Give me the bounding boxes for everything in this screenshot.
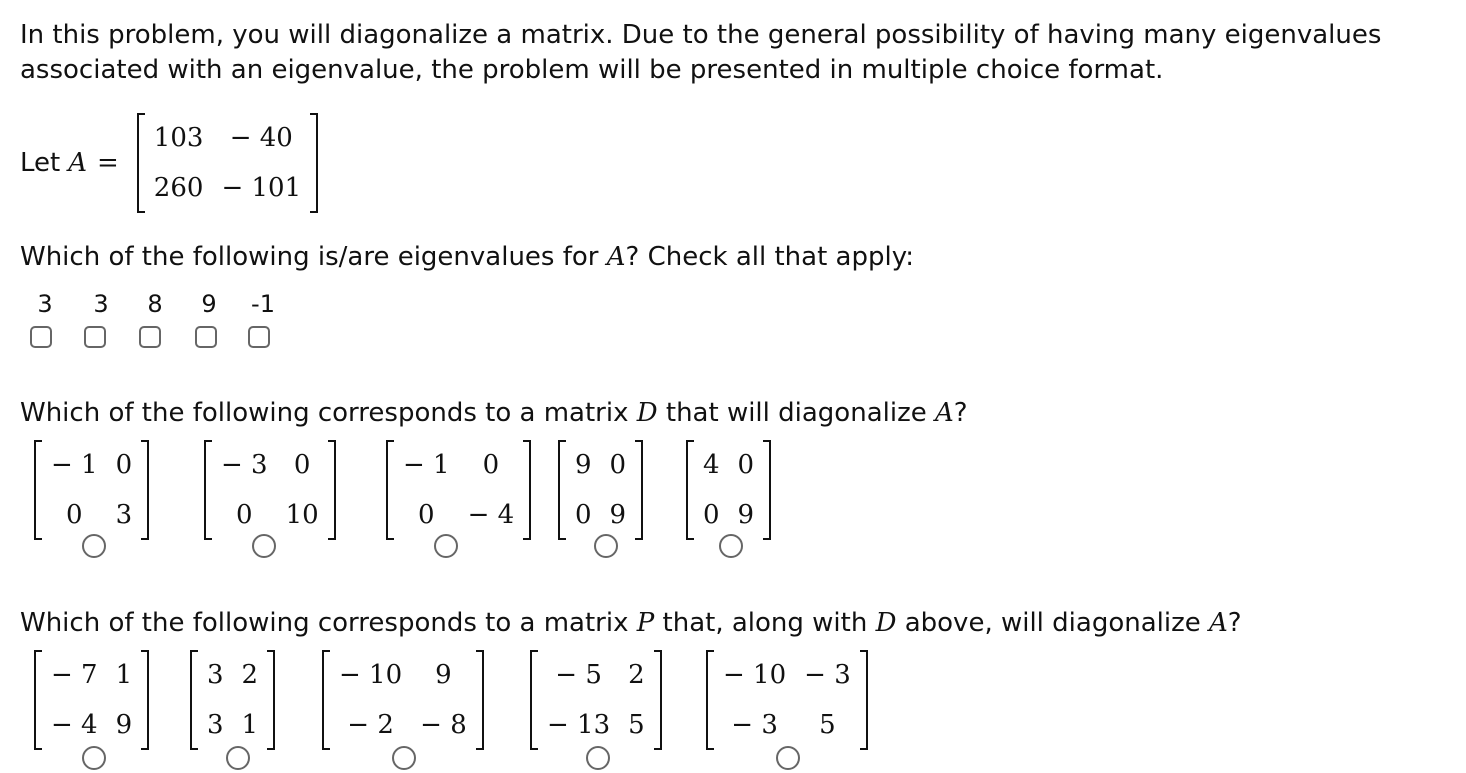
matrix-d-radio[interactable] <box>82 534 106 558</box>
matrix-cell: 3 <box>207 660 224 690</box>
eigenvalue-option-label: -1 <box>251 290 275 318</box>
matrix-cell: 0 <box>115 450 133 480</box>
matrix-cell: 9 <box>737 500 755 530</box>
q3-var: P <box>636 608 655 638</box>
q1-var: A <box>606 242 626 272</box>
matrix-cell: 1 <box>241 710 259 740</box>
matrix-a-definition <box>20 118 318 208</box>
problem-intro <box>20 18 1440 88</box>
matrix-d-option <box>686 440 771 547</box>
matrix-cell: − 7 <box>51 660 98 690</box>
q3-text-mid: that, along with <box>654 608 876 638</box>
matrix-d-radio[interactable] <box>719 534 743 558</box>
matrix-d-radio[interactable] <box>252 534 276 558</box>
matrix-cell: 0 <box>575 500 592 530</box>
q1-text-after: ? Check all that apply: <box>625 242 914 272</box>
q2-var2: A <box>934 398 954 428</box>
matrix-cell: − 3 <box>221 450 268 480</box>
eigenvalue-option-label: 8 <box>147 290 163 318</box>
matrix-p-option <box>322 650 484 757</box>
matrix-p-choice <box>706 650 868 750</box>
question-matrix-p <box>20 608 1242 638</box>
matrix-d-option <box>204 440 336 547</box>
matrix-cell: − 3 <box>804 660 851 690</box>
eigenvalue-option-label: 3 <box>37 290 53 318</box>
matrix-cell: 0 <box>66 500 83 530</box>
matrix-cell: − 4 <box>467 500 515 530</box>
eigenvalue-checkbox[interactable] <box>139 326 161 348</box>
matrix-cell: − 2 <box>347 710 394 740</box>
q2-var: D <box>636 398 658 428</box>
matrix-p-radio[interactable] <box>392 746 416 770</box>
matrix-cell: − 3 <box>731 710 778 740</box>
matrix-cell: 3 <box>115 500 133 530</box>
q3-var2: D <box>875 608 897 638</box>
matrix-a-cell: − 40 <box>229 123 293 153</box>
matrix-cell: 9 <box>609 500 627 530</box>
matrix-d-choice <box>686 440 771 540</box>
matrix-p-choice <box>322 650 484 750</box>
matrix-d-choice <box>386 440 531 540</box>
matrix-a <box>137 113 318 213</box>
matrix-a-cell: − 101 <box>221 173 302 203</box>
matrix-cell: 0 <box>737 450 755 480</box>
q3-text-after: ? <box>1227 608 1242 638</box>
matrix-p-choice <box>34 650 149 750</box>
q2-text-after: ? <box>953 398 968 428</box>
matrix-d-radio[interactable] <box>434 534 458 558</box>
matrix-cell: 9 <box>435 660 452 690</box>
eigenvalue-checkbox[interactable] <box>30 326 52 348</box>
matrix-cell: − 1 <box>403 450 450 480</box>
q3-text-before: Which of the following corresponds to a matrix <box>20 608 637 638</box>
matrix-cell: 10 <box>285 500 319 530</box>
matrix-cell: 5 <box>628 710 645 740</box>
matrix-d-option <box>558 440 643 547</box>
eigenvalue-option-label: 9 <box>201 290 217 318</box>
q3-var3: A <box>1209 608 1228 638</box>
matrix-cell: 0 <box>703 500 720 530</box>
matrix-d-choice <box>558 440 643 540</box>
eigenvalue-checkbox[interactable] <box>195 326 217 348</box>
matrix-cell: 0 <box>609 450 627 480</box>
let-label: Let <box>20 148 61 178</box>
matrix-cell: − 5 <box>555 660 602 690</box>
matrix-cell: 0 <box>482 450 500 480</box>
matrix-cell: 5 <box>819 710 836 740</box>
eigenvalue-checkbox[interactable] <box>84 326 106 348</box>
matrix-p-radio[interactable] <box>226 746 250 770</box>
q2-text-mid: that will diagonalize <box>657 398 935 428</box>
matrix-d-choice <box>34 440 149 540</box>
matrix-a-cell: 260 <box>153 173 204 203</box>
matrix-cell: 4 <box>703 450 720 480</box>
matrix-cell: − 1 <box>51 450 98 480</box>
matrix-p-radio[interactable] <box>586 746 610 770</box>
q3-text-mid2: above, will diagonalize <box>896 608 1210 638</box>
matrix-cell: 0 <box>236 500 253 530</box>
matrix-a-cell: 103 <box>153 123 204 153</box>
question-eigenvalues <box>20 242 914 272</box>
matrix-cell: 3 <box>207 710 224 740</box>
matrix-cell: − 4 <box>51 710 98 740</box>
matrix-cell: 2 <box>241 660 259 690</box>
q2-text-before: Which of the following corresponds to a matrix <box>20 398 637 428</box>
matrix-p-choice <box>530 650 662 750</box>
matrix-cell: − 10 <box>723 660 787 690</box>
matrix-p-option <box>190 650 275 757</box>
matrix-cell: 2 <box>628 660 645 690</box>
eigenvalue-checkbox[interactable] <box>248 326 270 348</box>
matrix-d-option <box>34 440 149 547</box>
eigenvalue-option-label: 3 <box>93 290 109 318</box>
intro-line-1: In this problem, you will diagonalize a matrix. Due to the general possibility of having many eigenvalues <box>20 20 1382 50</box>
matrix-p-choice <box>190 650 275 750</box>
matrix-p-radio[interactable] <box>776 746 800 770</box>
matrix-cell: 9 <box>575 450 592 480</box>
matrix-p-radio[interactable] <box>82 746 106 770</box>
matrix-cell: 9 <box>115 710 133 740</box>
matrix-d-radio[interactable] <box>594 534 618 558</box>
matrix-cell: − 8 <box>420 710 467 740</box>
matrix-p-option <box>530 650 662 757</box>
matrix-a-variable: A <box>68 148 87 178</box>
matrix-d-option <box>386 440 531 547</box>
question-matrix-d <box>20 398 968 428</box>
matrix-p-option <box>34 650 149 757</box>
matrix-cell: − 13 <box>547 710 611 740</box>
matrix-d-choice <box>204 440 336 540</box>
q1-text-before: Which of the following is/are eigenvalues for <box>20 242 607 272</box>
matrix-cell: 0 <box>293 450 311 480</box>
matrix-cell: − 10 <box>339 660 403 690</box>
matrix-cell: 1 <box>115 660 133 690</box>
equals-sign: = <box>97 148 119 178</box>
intro-line-2: associated with an eigenvalue, the problem will be presented in multiple choice format. <box>20 55 1164 85</box>
matrix-cell: 0 <box>418 500 435 530</box>
matrix-p-option <box>706 650 868 757</box>
